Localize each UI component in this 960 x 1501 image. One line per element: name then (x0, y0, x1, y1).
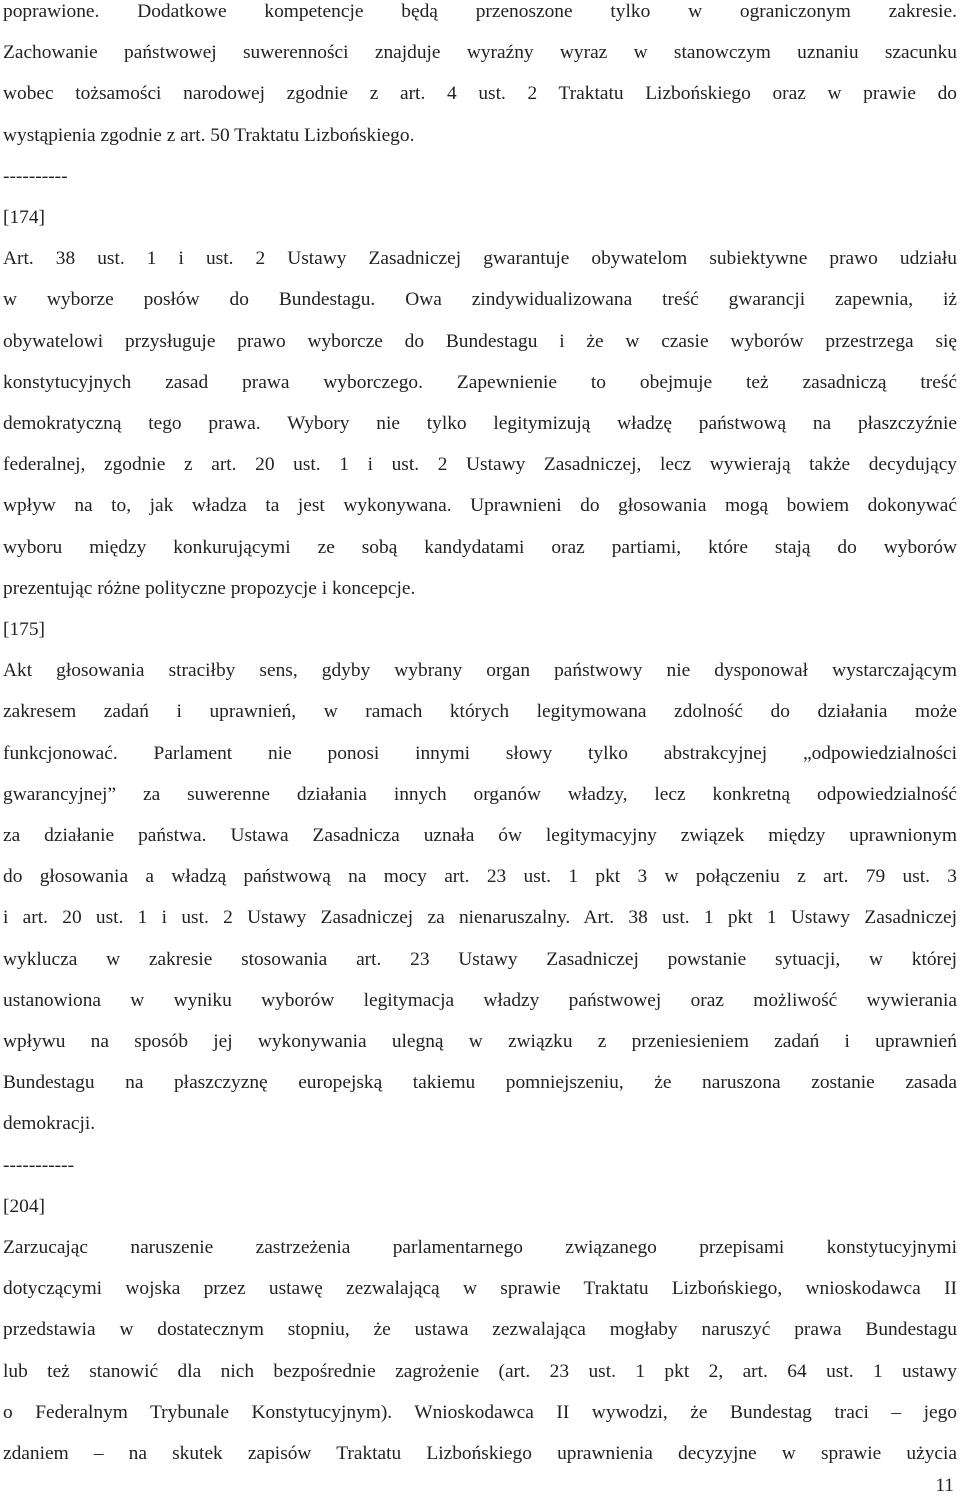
text-line: lub też stanowić dla nich bezpośrednie zagrożenie (art. 23 ust. 1 pkt 2, art. 64 ust. 1 ustawy (3, 1360, 957, 1382)
text-line: Bundestagu na płaszczyznę europejską takiemu pomniejszeniu, że naruszona zostanie zasada (3, 1072, 957, 1094)
text-line: Art. 38 ust. 1 i ust. 2 Ustawy Zasadniczej gwarantuje obywatelom subiektywne prawo udziału (3, 248, 957, 270)
text-line: zdaniem – na skutek zapisów Traktatu Lizbońskiego uprawnienia decyzyjne w sprawie użycia (3, 1443, 957, 1464)
text-line: za działanie państwa. Ustawa Zasadnicza uznała ów legitymacyjny związek między uprawnionym (3, 825, 957, 846)
text-line: prezentując różne polityczne propozycje i koncepcje. (3, 577, 416, 599)
text-line: [174] (3, 207, 46, 228)
text-line: ---------- (3, 165, 68, 187)
text-line: przedstawia w dostatecznym stopniu, że ustawa zezwalająca mogłaby naruszyć prawa Bundestagu (3, 1319, 957, 1341)
text-line: w wyborze posłów do Bundestagu. Owa zindywidualizowana treść gwarancji zapewnia, iż (3, 289, 957, 311)
text-line: i art. 20 ust. 1 i ust. 2 Ustawy Zasadniczej za nienaruszalny. Art. 38 ust. 1 pkt 1 Ustawy Zasadniczej (3, 907, 957, 929)
text-line: demokratyczną tego prawa. Wybory nie tylko legitymizują władzę państwową na płaszczyźnie (3, 413, 957, 434)
text-line: obywatelowi przysługuje prawo wyborcze do Bundestagu i że w czasie wyborów przestrzega się (3, 330, 957, 352)
text-line: wyklucza w zakresie stosowania art. 23 Ustawy Zasadniczej powstanie sytuacji, w której (3, 948, 957, 970)
text-line: federalnej, zgodnie z art. 20 ust. 1 i ust. 2 Ustawy Zasadniczej, lecz wywierają także decydujący (3, 454, 957, 476)
text-line: gwarancyjnej” za suwerenne działania innych organów władzy, lecz konkretną odpowiedzialność (3, 783, 957, 805)
text-line: [204] (3, 1195, 46, 1217)
text-line: poprawione. Dodatkowe kompetencje będą przenoszone tylko w ograniczonym zakresie. (3, 1, 957, 22)
page-number: 11 (935, 1475, 954, 1496)
text-line: konstytucyjnych zasad prawa wyborczego. Zapewnienie to obejmuje też zasadniczą treść (3, 371, 957, 393)
text-line: wobec tożsamości narodowej zgodnie z art. 4 ust. 2 Traktatu Lizbońskiego oraz w prawie do (3, 83, 957, 105)
text-line: zakresem zadań i uprawnień, w ramach których legitymowana zdolność do działania może (3, 701, 957, 723)
text-line: funkcjonować. Parlament nie ponosi innymi słowy tylko abstrakcyjnej „odpowiedzialności (3, 742, 957, 764)
text-line: wpływu na sposób jej wykonywania ulegną w związku z przeniesieniem zadań i uprawnień (3, 1031, 957, 1052)
text-line: [175] (3, 619, 46, 640)
text-line: ----------- (3, 1154, 75, 1176)
text-line: wyboru między konkurującymi ze sobą kandydatami oraz partiami, które stają do wyborów (3, 536, 957, 558)
text-line: Zarzucając naruszenie zastrzeżenia parlamentarnego związanego przepisami konstytucyjnymi (3, 1237, 957, 1258)
text-line: do głosowania a władzą państwową na mocy art. 23 ust. 1 pkt 3 w połączeniu z art. 79 ust. 3 (3, 866, 957, 888)
text-line: demokracji. (3, 1113, 96, 1135)
text-line: ustanowiona w wyniku wyborów legitymacja władzy państwowej oraz możliwość wywierania (3, 989, 957, 1011)
text-line: o Federalnym Trybunale Konstytucyjnym). Wnioskodawca II wywodzi, że Bundestag traci – jego (3, 1401, 957, 1423)
text-line: dotyczącymi wojska przez ustawę zezwalającą w sprawie Traktatu Lizbońskiego, wnioskodawca II (3, 1278, 957, 1300)
text-line: Akt głosowania straciłby sens, gdyby wybrany organ państwowy nie dysponował wystarczającym (3, 660, 957, 682)
text-line: Zachowanie państwowej suwerenności znajduje wyraźny wyraz w stanowczym uznaniu szacunku (3, 42, 957, 64)
text-line: wpływ na to, jak władza ta jest wykonywana. Uprawnieni do głosowania mogą bowiem dokonywać (3, 495, 957, 517)
text-line: wystąpienia zgodnie z art. 50 Traktatu Lizbońskiego. (3, 124, 415, 146)
